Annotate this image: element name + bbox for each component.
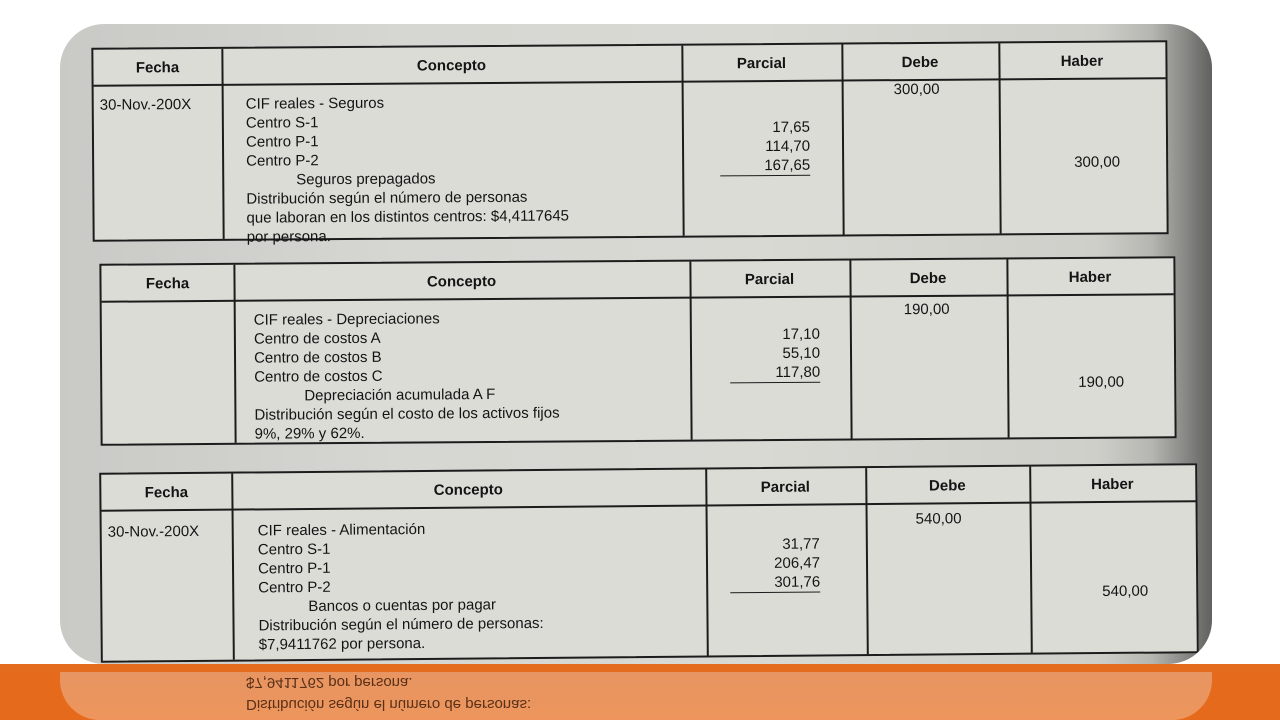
journal-entry-seguros [91,40,1168,246]
concept-line: Centro S-1 [257,540,331,559]
reflection-document [60,672,1212,720]
journal-entry-depreciaciones [99,256,1176,446]
concept-line: Distribución según el número de personas: [258,614,544,635]
parcial-value: 301,76 [730,573,820,594]
header-debe: Debe [901,53,939,72]
parcial-value: 206,47 [774,554,821,572]
header-concepto: Concepto [433,481,504,499]
header-concepto: Concepto [426,272,497,291]
parcial-value: 55,10 [782,344,821,362]
haber-value: 300,00 [1074,153,1121,171]
header-concepto: Concepto [416,57,487,75]
concept-text [258,519,544,654]
header-debe: Debe [928,477,966,495]
concept-line: CIF reales - Alimentación [257,520,426,540]
concept-line: que laboran en los distintos centros: $4,4117645 [246,207,570,227]
entry-date: 30-Nov.-200X [107,522,200,541]
concept-line: CIF reales - Seguros [245,94,385,113]
parcial-values [730,325,820,384]
concept-line: Distribución según el número de personas [246,188,528,208]
photo-reflection [0,672,1280,720]
header-fecha: Fecha [135,59,180,77]
debe-value: 190,00 [903,300,950,319]
parcial-value: 17,10 [782,325,820,343]
parcial-value: 117,80 [730,363,820,384]
concept-line: Distribución según el costo de los activos fijos [254,404,560,424]
concept-line: Bancos o cuentas por pagar [308,596,497,615]
journal-entry-alimentacion [99,463,1199,663]
concept-line: Depreciación acumulada A F [304,385,496,405]
entry-date: 30-Nov.-200X [99,96,192,114]
concept-line: CIF reales - Depreciaciones [253,310,440,329]
concept-line: Centro P-2 [246,152,319,170]
concept-text [246,92,570,246]
parcial-value: 17,65 [772,118,810,137]
header-haber: Haber [1090,475,1134,494]
concept-line: Centro P-1 [257,559,331,578]
concept-line: 9%, 29% y 62%. [254,424,365,443]
haber-value: 540,00 [1102,582,1149,601]
concept-line: Centro P-1 [245,133,319,151]
concept-line: Centro de costos C [254,367,383,386]
document-photo [60,24,1212,664]
debe-value: 540,00 [915,510,962,528]
parcial-value: 167,65 [720,156,810,177]
parcial-values [720,118,810,177]
accent-bar [0,664,1280,672]
header-haber: Haber [1068,268,1112,286]
header-fecha: Fecha [144,484,189,502]
parcial-values [730,535,821,594]
concept-line: por persona. [246,228,331,246]
concept-text [254,309,560,444]
reflection-text: Distribución según el número de personas: [246,696,532,713]
parcial-value: 31,77 [782,535,820,553]
reflection-text: $7,9411762 por persona. [246,674,413,691]
header-parcial: Parcial [736,54,787,73]
concept-line: Centro S-1 [245,114,319,132]
haber-value: 190,00 [1078,373,1125,391]
concept-line: $7,9411762 por persona. [258,634,426,654]
debe-value: 300,00 [893,80,940,99]
concept-line: Centro de costos A [253,329,381,348]
parcial-value: 114,70 [765,137,811,156]
header-haber: Haber [1060,52,1104,70]
header-parcial: Parcial [760,478,811,497]
concept-line: Centro de costos B [253,348,382,367]
header-parcial: Parcial [744,270,795,289]
header-debe: Debe [909,269,947,288]
header-fecha: Fecha [145,275,190,293]
concept-line: Centro P-2 [258,578,331,597]
concept-line: Seguros prepagados [296,170,436,189]
